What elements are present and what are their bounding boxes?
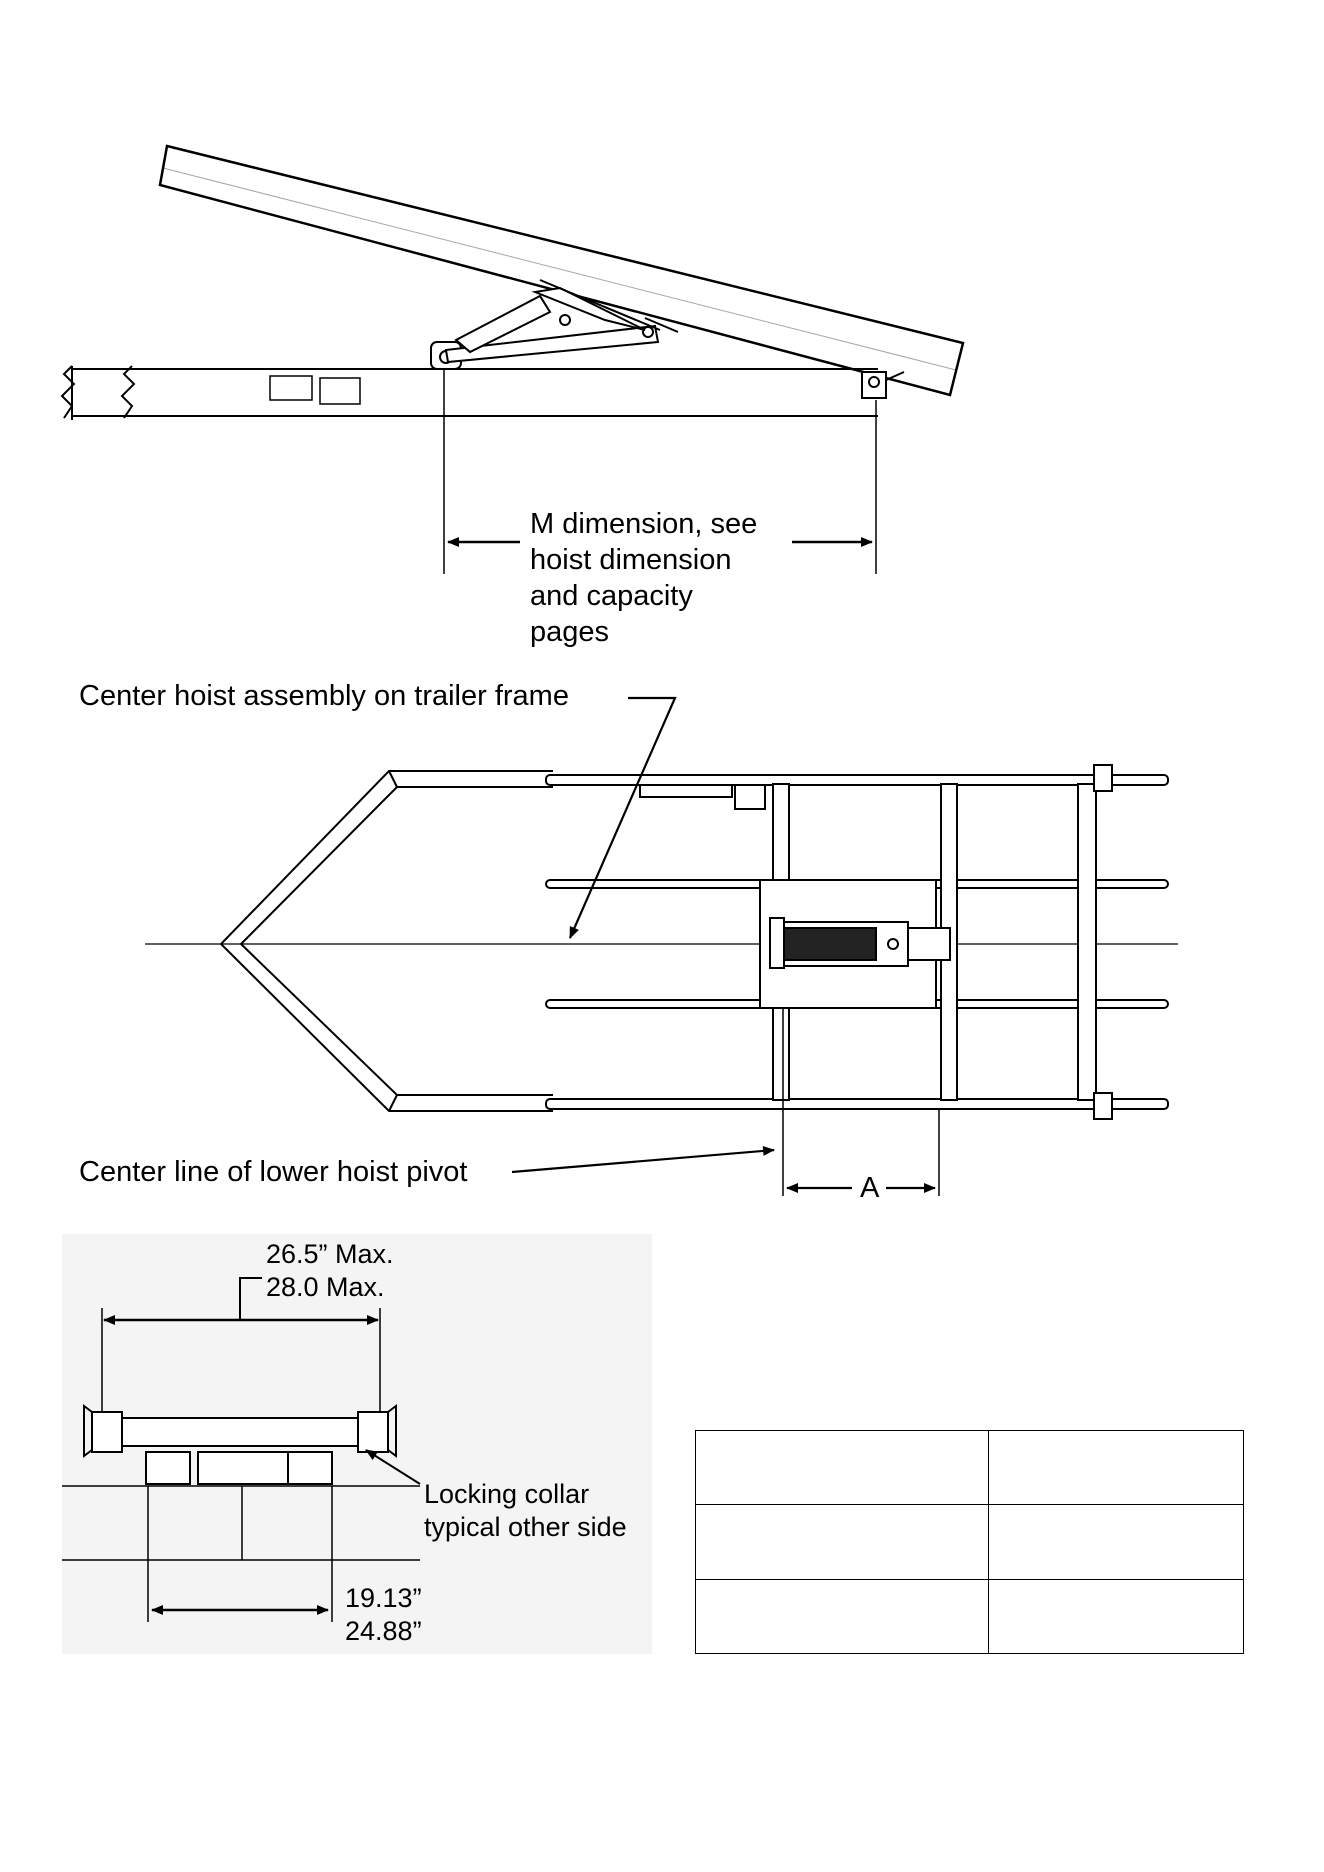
top-view [145,698,1178,1196]
a-dimension-label: A [860,1172,880,1204]
m-dimension-label [530,506,757,650]
center-hoist-leader [570,698,675,938]
rear-hinge [862,372,886,398]
locking-collar-label-2: typical other side [424,1512,627,1542]
table-row [696,1505,1244,1579]
hoist-crossmember [120,1418,360,1446]
ram-assembly [640,785,732,797]
table-cell [989,1431,1244,1505]
max-width-label-2: 28.0 Max. [266,1272,385,1302]
spec-table [695,1430,1244,1654]
side-rail-bottom [546,1099,1168,1109]
table-cell [989,1505,1244,1579]
rail-spacing-label-2: 24.88” [345,1616,422,1646]
center-hoist-label: Center hoist assembly on trailer frame [79,680,569,712]
m-dimension-line-3: and capacity [530,580,693,612]
center-line-leader [512,1150,774,1172]
frame-member-3 [1078,784,1096,1100]
break-symbol-2 [122,366,134,418]
table-cell [696,1579,989,1653]
decal-1 [270,376,312,400]
locking-collar-label-1: Locking collar [424,1479,590,1509]
m-dimension-line-2: hoist dimension [530,544,732,576]
table-row [696,1579,1244,1653]
tongue-outer [221,771,553,1111]
side-view [62,146,963,574]
rail-spacing-label-1: 19.13” [345,1583,422,1613]
m-dimension-line-4: pages [530,616,610,648]
table-row [696,1431,1244,1505]
table-cell [696,1505,989,1579]
max-width-label-1: 26.5” Max. [266,1239,394,1269]
decal-2 [320,378,360,404]
center-line-label: Center line of lower hoist pivot [79,1156,468,1188]
m-dimension-line-1: M dimension, see [530,508,758,540]
tongue-inner [241,787,553,1095]
table-cell [989,1579,1244,1653]
dump-body [160,146,963,395]
table-cell [696,1431,989,1505]
